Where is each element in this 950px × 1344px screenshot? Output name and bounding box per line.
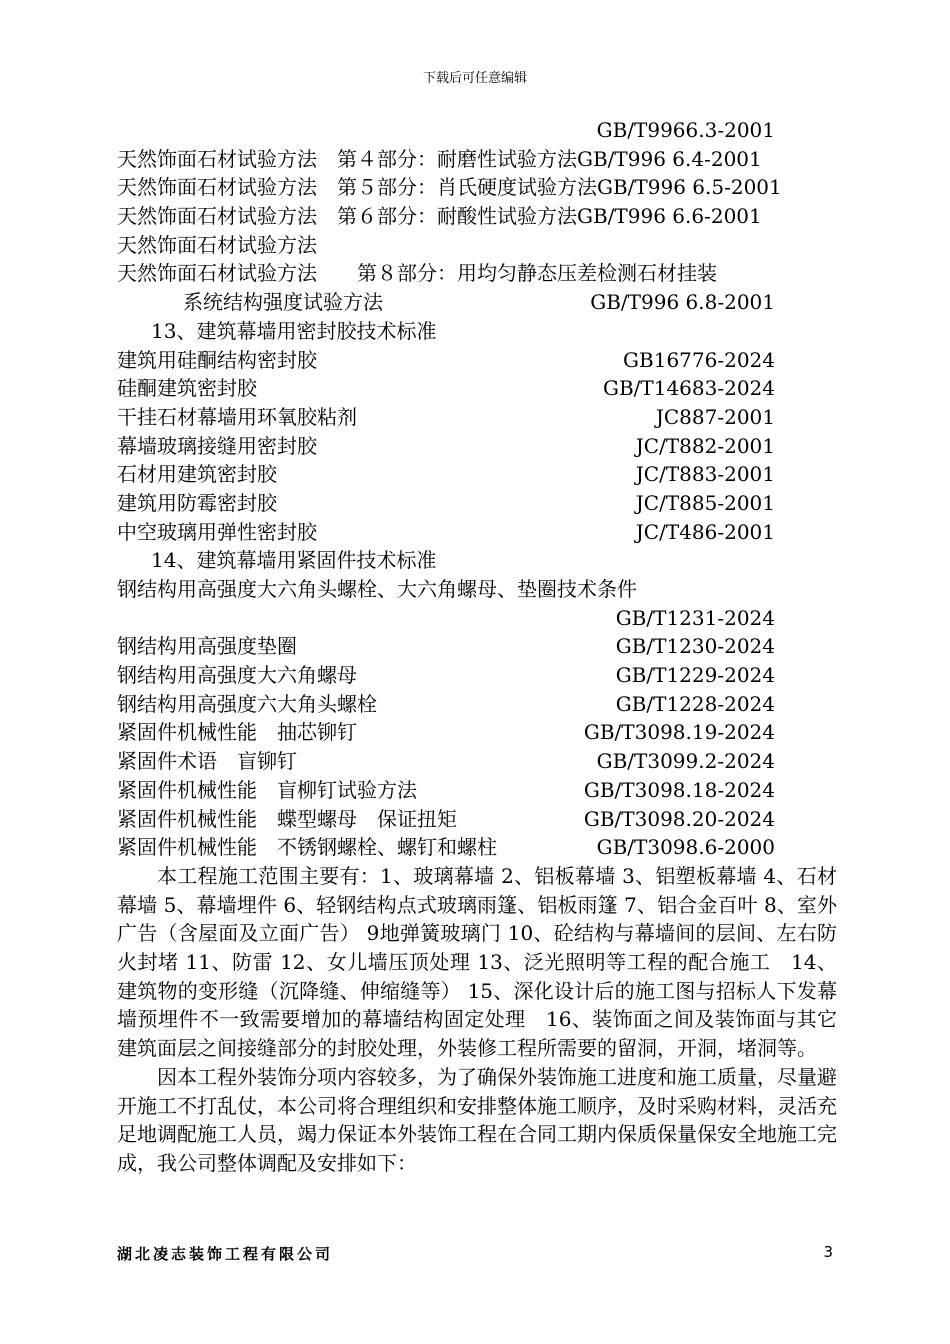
standard-title: 紧固件机械性能 抽芯铆钉 — [117, 720, 357, 745]
standard-code: GB/T3099.2-2024 — [596, 749, 775, 774]
standard-title: 钢结构用高强度垫圈 — [117, 634, 297, 659]
standard-title: 钢结构用高强度大六角螺母 — [117, 663, 357, 688]
standard-code: GB/T1228-2024 — [615, 691, 775, 716]
standard-code: JC/T486-2001 — [635, 519, 775, 544]
standard-line — [117, 805, 837, 834]
standard-line — [117, 202, 837, 231]
standard-line — [117, 575, 837, 604]
standard-line — [117, 432, 837, 461]
standard-title: 紧固件机械性能 不锈钢螺栓、螺钉和螺柱 — [117, 835, 497, 860]
standard-line — [117, 403, 837, 432]
standard-code: GB/T9966.3-2001 — [596, 118, 775, 142]
standard-title: 紧固件机械性能 盲柳钉试验方法 — [117, 777, 417, 802]
standard-title: 14、建筑幕墙用紧固件技术标准 — [151, 548, 437, 573]
footer-company: 湖北凌志装饰工程有限公司 — [117, 1245, 334, 1263]
standard-title: 天然饰面石材试验方法 第４部分：耐磨性试验方法GB/T996 6.4-2001 — [117, 146, 762, 171]
standard-title: 天然饰面石材试验方法 — [117, 232, 317, 257]
standard-title: 紧固件术语 盲铆钉 — [117, 749, 297, 774]
standard-title: 天然饰面石材试验方法 第８部分：用均匀静态压差检测石材挂装 — [117, 261, 717, 286]
standard-code: JC/T882-2001 — [635, 433, 775, 458]
standard-line — [117, 718, 837, 747]
standard-code: GB/T3098.18-2024 — [583, 777, 775, 802]
standard-line — [117, 833, 837, 862]
paragraph-block — [117, 862, 837, 1178]
standard-title: 系统结构强度试验方法 — [183, 290, 383, 315]
document-body — [117, 116, 837, 1178]
standard-line — [117, 346, 837, 375]
standard-code: GB/T1229-2024 — [615, 663, 775, 688]
standard-line — [117, 317, 837, 346]
standard-code: GB/T1230-2024 — [615, 634, 775, 659]
standard-title: 13、建筑幕墙用密封胶技术标准 — [151, 318, 437, 343]
standard-code: GB/T3098.6-2000 — [596, 835, 775, 860]
standard-title: 硅酮建筑密封胶 — [117, 376, 257, 401]
standard-line — [117, 546, 837, 575]
standard-title: 幕墙玻璃接缝用密封胶 — [117, 433, 317, 458]
standard-line — [117, 145, 837, 174]
standard-code: GB/T996 6.8-2001 — [590, 290, 775, 315]
standard-line — [117, 231, 837, 260]
standard-line — [117, 288, 837, 317]
standard-code: JC887-2001 — [655, 404, 775, 429]
standard-code: JC/T885-2001 — [635, 490, 775, 515]
standard-title: 建筑用防霉密封胶 — [117, 490, 277, 515]
standard-line — [117, 776, 837, 805]
standard-code: GB/T3098.20-2024 — [583, 806, 775, 831]
standard-line — [117, 116, 837, 145]
standard-title: 干挂石材幕墙用环氧胶粘剂 — [117, 404, 357, 429]
standard-code: GB/T1231-2024 — [615, 605, 775, 630]
standard-title: 紧固件机械性能 蝶型螺母 保证扭矩 — [117, 806, 457, 831]
standard-code: GB/T14683-2024 — [602, 376, 775, 401]
standard-code: JC/T883-2001 — [635, 462, 775, 487]
standard-title: 天然饰面石材试验方法 第５部分：肖氏硬度试验方法GB/T996 6.5-2001 — [117, 175, 782, 200]
standard-line — [117, 632, 837, 661]
page-header: 下载后可任意编辑 — [422, 71, 527, 86]
standard-line — [117, 173, 837, 202]
standard-line — [117, 259, 837, 288]
standard-title: 钢结构用高强度六大角头螺栓 — [117, 691, 377, 716]
standards-list — [117, 116, 837, 862]
standard-title: 天然饰面石材试验方法 第６部分：耐酸性试验方法GB/T996 6.6-2001 — [117, 204, 762, 229]
standard-line — [117, 489, 837, 518]
standard-line — [117, 374, 837, 403]
body-paragraph: 本工程施工范围主要有：1、玻璃幕墙 2、铝板幕墙 3、铝塑板幕墙 4、石材幕墙 5、幕墙埋件 6、轻钢结构点式玻璃雨篷、铝板雨篷 7、铝合金百叶 8、室外广告（含屋面及立面广告） 9地弹簧玻璃门 10、砼结构与幕墙间的层间、左右防火封堵 11、防雷 12、女儿墙压顶处理 13、泛光照明等工程的配合施工 14、建筑物的变形缝（沉降缝、伸缩缝等） 15、深化设计后的施工图与招标人下发幕墙预埋件不一致需要增加的幕墙结构固定处理 16、装饰面之间及装饰面与其它建筑面层之间接缝部分的封胶处理，外装修工程所需要的留洞，开洞，堵洞等。 — [117, 863, 837, 1061]
page-number: 3 — [823, 1243, 833, 1261]
standard-title: 石材用建筑密封胶 — [117, 462, 277, 487]
standard-line — [117, 518, 837, 547]
standard-line — [117, 661, 837, 690]
standard-line — [117, 690, 837, 719]
standard-line — [117, 460, 837, 489]
standard-title: 建筑用硅酮结构密封胶 — [117, 347, 317, 372]
standard-title: 钢结构用高强度大六角头螺栓、大六角螺母、垫圈技术条件 — [117, 577, 637, 601]
standard-code: GB/T3098.19-2024 — [583, 720, 775, 745]
body-paragraph: 因本工程外装饰分项内容较多，为了确保外装饰施工进度和施工质量，尽量避开施工不打乱仗，本公司将合理组织和安排整体施工顺序，及时采购材料，灵活充足地调配施工人员，竭力保证本外装饰工程在合同工期内保质保量保安全地施工完成，我公司整体调配及安排如下： — [117, 1064, 837, 1175]
standard-line — [117, 604, 837, 633]
standard-code: GB16776-2024 — [623, 347, 775, 372]
standard-title: 中空玻璃用弹性密封胶 — [117, 519, 317, 544]
standard-line — [117, 747, 837, 776]
